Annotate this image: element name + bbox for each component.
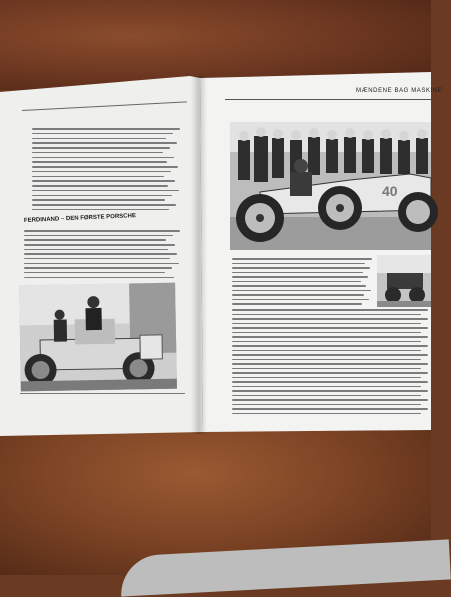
text-line — [232, 345, 428, 347]
header-rule — [225, 99, 431, 100]
text-line — [232, 359, 421, 361]
text-line — [232, 314, 421, 316]
text-line — [32, 166, 178, 168]
text-line — [232, 390, 428, 392]
text-line — [32, 176, 164, 178]
text-line — [232, 323, 421, 325]
text-line — [232, 386, 421, 388]
right-page-header: MÆNDENE BAG MASKINE — [356, 88, 443, 94]
svg-text:40: 40 — [382, 183, 398, 199]
early-electric-car-photo — [19, 283, 177, 392]
text-line — [24, 253, 177, 255]
text-line — [232, 276, 368, 278]
text-line — [232, 372, 428, 374]
text-line — [232, 309, 428, 311]
text-line — [32, 195, 172, 197]
text-line — [24, 230, 180, 232]
text-line — [232, 332, 421, 334]
text-line — [232, 404, 421, 406]
text-line — [232, 327, 428, 329]
text-line — [32, 204, 176, 206]
text-line — [232, 336, 428, 338]
text-line — [232, 299, 369, 301]
text-line — [32, 138, 166, 140]
text-line — [232, 350, 421, 352]
left-photo-caption-rule — [20, 393, 185, 394]
vintage-race-car-photo — [230, 122, 431, 250]
text-line — [232, 303, 362, 305]
text-line — [232, 381, 428, 383]
text-line — [232, 413, 421, 415]
text-line — [232, 399, 428, 401]
text-line — [24, 244, 175, 246]
left-page-subhead: FERDINAND – DEN FØRSTE PORSCHE — [23, 213, 137, 224]
text-line — [232, 258, 372, 260]
text-line — [32, 157, 174, 159]
text-line — [232, 281, 361, 283]
text-line — [232, 354, 428, 356]
text-line — [32, 185, 168, 187]
text-line — [232, 341, 421, 343]
text-line — [32, 161, 167, 163]
text-line — [232, 368, 421, 370]
text-line — [232, 408, 428, 410]
text-line — [24, 239, 166, 241]
text-line — [32, 147, 170, 149]
book-gutter — [191, 76, 207, 434]
text-line — [32, 199, 165, 201]
text-line — [24, 267, 172, 269]
text-line — [32, 180, 175, 182]
text-line — [232, 290, 371, 292]
text-line — [24, 249, 168, 251]
text-line — [24, 263, 179, 265]
text-line — [232, 263, 365, 265]
text-line — [232, 318, 428, 320]
text-line — [32, 128, 180, 130]
race-scene-photo — [377, 255, 431, 307]
text-line — [232, 272, 363, 274]
text-line — [232, 285, 366, 287]
text-line — [232, 377, 421, 379]
text-line — [24, 235, 173, 237]
text-line — [232, 363, 428, 365]
text-line — [232, 395, 421, 397]
text-line — [232, 267, 370, 269]
text-line — [24, 277, 174, 279]
text-line — [232, 294, 364, 296]
text-line — [32, 142, 177, 144]
